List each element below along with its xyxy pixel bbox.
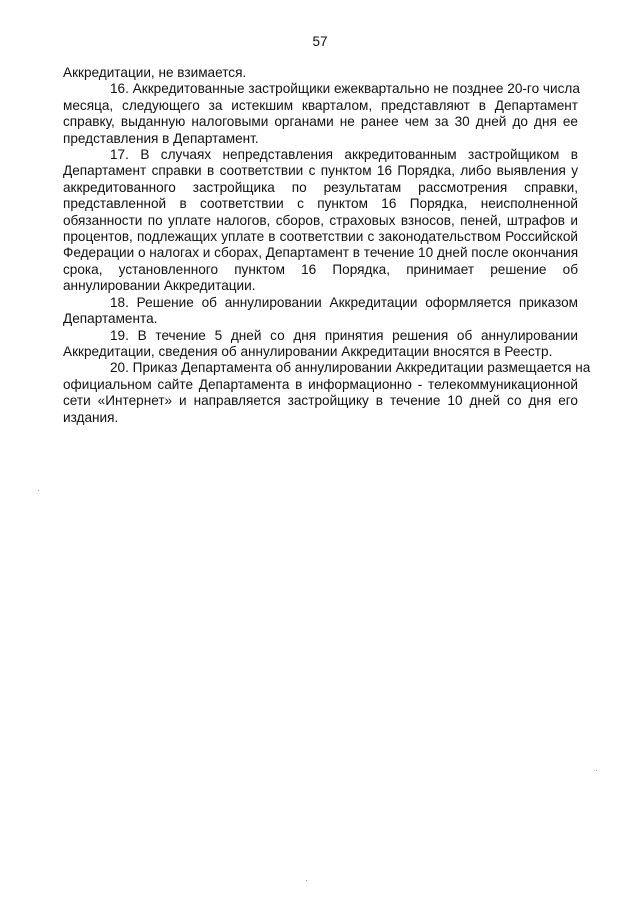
- text-line: месяца, следующего за истекшим кварталом, представляют в Департамент: [63, 97, 578, 113]
- text-line: обязанности по уплате налогов, сборов, страховых взносов, пеней, штрафов и: [63, 212, 578, 228]
- text-line: процентов, подлежащих уплате в соответствии с законодательством Российской: [63, 229, 578, 245]
- text-line: 17. В случаях непредставления аккредитованным застройщиком в: [110, 147, 578, 163]
- text-line: 19. В течение 5 дней со дня принятия решения об аннулировании: [110, 327, 578, 343]
- scan-speck: [596, 770, 597, 771]
- text-line: 20. Приказ Департамента об аннулировании Аккредитации размещается на: [110, 360, 591, 376]
- text-line: Федерации о налогах и сборах, Департамент в течение 10 дней после окончания: [63, 245, 579, 261]
- text-line: 16. Аккредитованные застройщики ежеквартально не позднее 20-го числа: [110, 81, 580, 97]
- paragraph-18: [63, 295, 578, 328]
- text-line: представления в Департамент.: [63, 130, 259, 146]
- text-line: официальном сайте Департамента в информационно - телекоммуникационной: [63, 376, 578, 392]
- paragraph-continuation: [63, 65, 578, 81]
- text-line: сети «Интернет» и направляется застройщику в течение 10 дней со дня его: [63, 393, 578, 409]
- paragraph-20: [63, 360, 591, 426]
- text-line: Аккредитации, сведения об аннулировании Аккредитации вносятся в Реестр.: [63, 343, 553, 359]
- scan-speck: [306, 880, 307, 881]
- text-line: Аккредитации, не взимается.: [63, 65, 247, 80]
- paragraph-17: [63, 147, 578, 295]
- text-line: аккредитованного застройщика по результатам рассмотрения справки,: [63, 179, 578, 195]
- text-line: Департамент справки в соответствии с пунктом 16 Порядка, либо выявления у: [63, 163, 578, 179]
- paragraph-16: [63, 81, 578, 147]
- page-number: 57: [312, 34, 328, 49]
- text-line: представленной в соответствии с пунктом 16 Порядка, неисполненной: [63, 196, 578, 212]
- text-line: срока, установленного пунктом 16 Порядка, принимает решение об: [63, 261, 578, 277]
- text-line: аннулировании Аккредитации.: [63, 278, 256, 294]
- document-body: [63, 65, 591, 426]
- text-line: 18. Решение об аннулировании Аккредитации оформляется приказом: [110, 294, 578, 310]
- scan-speck: [38, 490, 39, 491]
- text-line: справку, выданную налоговыми органами не ранее чем за 30 дней до дня ее: [63, 114, 578, 130]
- text-line: издания.: [63, 409, 119, 425]
- paragraph-19: [63, 328, 578, 361]
- text-line: Департамента.: [63, 311, 158, 327]
